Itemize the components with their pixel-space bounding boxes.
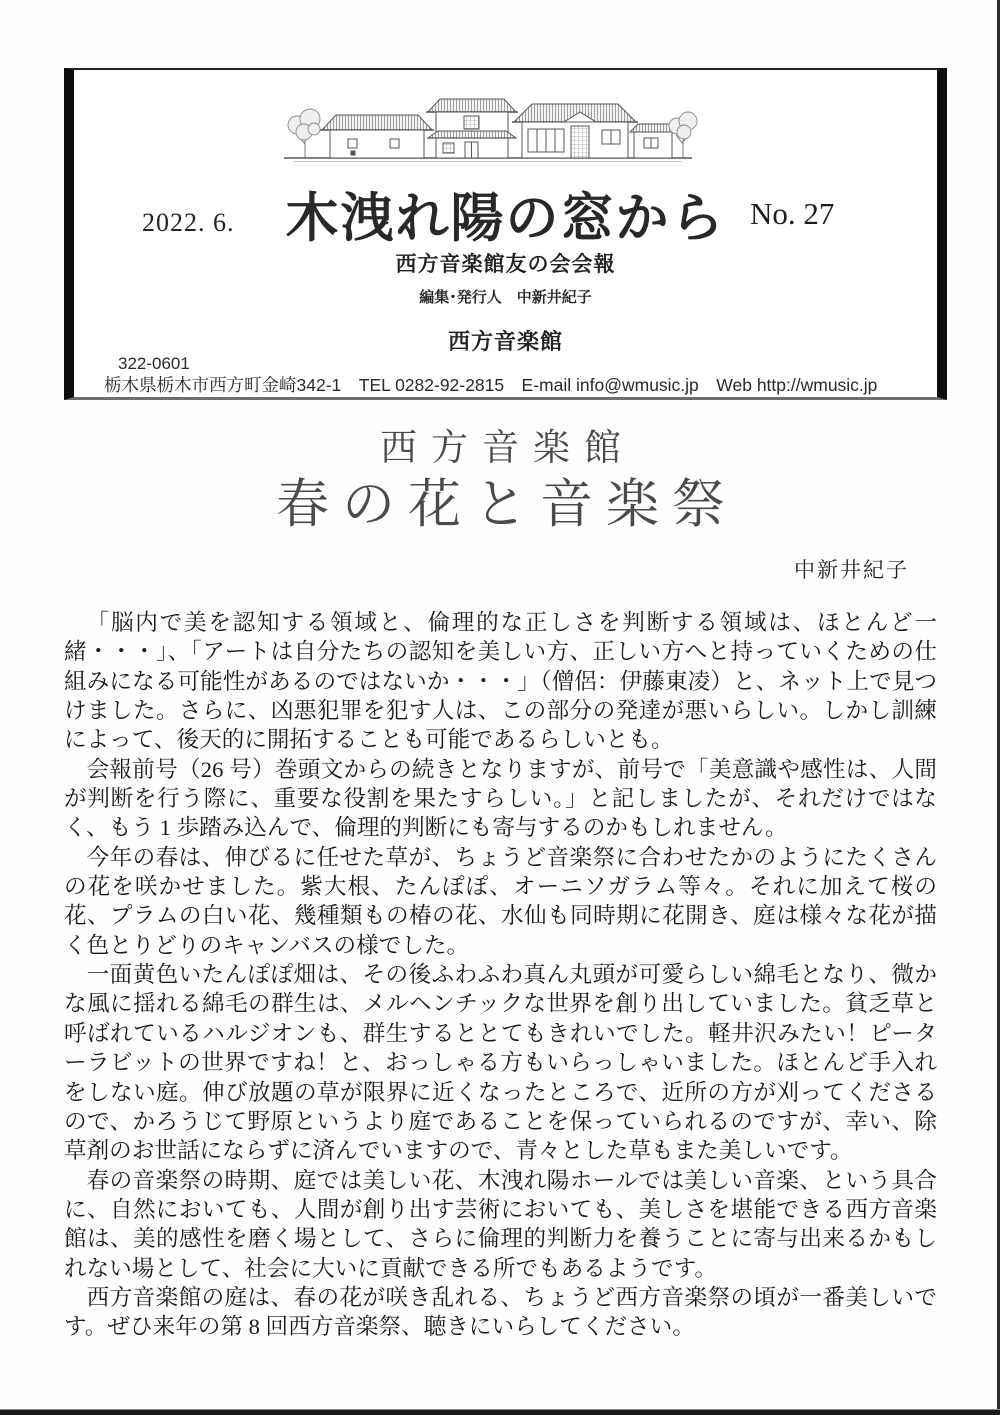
issue-number: No. 27 <box>750 196 835 231</box>
article-paragraph: 一面黄色いたんぽぽ畑は、その後ふわふわ真ん丸頭が可愛らしい綿毛となり、微かな風に揺れる綿毛の群生は、メルヘンチックな世界を創り出していました。貧乏草と呼ばれているハルジオンも、群生するととてもきれいでした。軽井沢みたい！ピーターラビットの世界ですね！と、おっしゃる方もいらっしゃいました。ほとんど手入れをしない庭。伸び放題の草が限界に近くなったところで、近所の方が刈ってくださるので、かろうじて野原というより庭であることを保っていられるのですが、幸い、除草剤のお世話にならずに済んでいますので、青々とした草もまた美しいです。 <box>64 962 937 1164</box>
music-hall-illustration <box>278 92 698 166</box>
postal-code: 322-0601 <box>118 354 190 373</box>
article-paragraph: 今年の春は、伸びるに任せた草が、ちょうど音楽祭に合わせたかのようにたくさんの花を咲かせました。紫大根、たんぽぽ、オーニソガラム等々。それに加えて桜の花、プラムの白い花、幾種類もの椿の花、水仙も同時期に花開き、庭は様々な花が描く色とりどりのキャンバスの様でした。 <box>64 844 937 958</box>
masthead-box <box>64 68 947 400</box>
editor-publisher-line: 編集･発行人 中新井紀子 <box>419 289 592 306</box>
article-author: 中新井紀子 <box>794 558 909 582</box>
article-body <box>64 608 937 1342</box>
article-paragraph: 「脳内で美を認知する領域と、倫理的な正しさを判断する領域は、ほとんど一緒・・・」、「アートは自分たちの認知を美しい方、正しい方へと持っていくための仕組みになる可能性があるのではないか・・・」（僧侶：伊藤東凌）と、ネット上で見つけました。さらに、凶悪犯罪を犯す人は、この部分の発達が悪いらしい。しかし訓練によって、後天的に開拓することも可能であるらしいとも。 <box>64 610 937 753</box>
article-title-line1: 西方音楽館 <box>380 428 635 469</box>
address-contact-line: 栃木県栃木市西方町金崎342-1 TEL 0282-92-2815 E-mail info@wmusic.jp Web http://wmusic.jp <box>104 375 878 395</box>
lead-article <box>64 418 937 1342</box>
newsletter-title: 木洩れ陽の窓から <box>285 190 726 248</box>
article-title-line2: 春の花と音楽祭 <box>276 476 738 534</box>
article-paragraph: 会報前号（26 号）巻頭文からの続きとなりますが、前号で「美意識や感性は、人間が判断を行う際に、重要な役割を果たすらしい。」と記しましたが、それだけではなく、もう 1 歩踏み込んで、倫理的判断にも寄与するのかもしれません。 <box>64 756 937 841</box>
scan-edge-bottom <box>0 1409 1000 1415</box>
article-paragraph: 春の音楽祭の時期、庭では美しい花、木洩れ陽ホールでは美しい音楽、という具合に、自然においても、人間が創り出す芸術においても、美しさを堪能できる西方音楽館は、美的感性を磨く場として、さらに倫理的判断力を養うことに寄与出来るかもしれない場として、社会に大いに貢献できる所でもあるようです。 <box>64 1167 937 1281</box>
issue-date: 2022. 6. <box>142 208 235 237</box>
organization-name: 西方音楽館 <box>447 329 563 354</box>
newsletter-subtitle: 西方音楽館友の会会報 <box>395 253 616 276</box>
article-paragraph: 西方音楽館の庭は、春の花が咲き乱れる、ちょうど西方音楽祭の頃が一番美しいです。ぜひ来年の第 8 回西方音楽祭、聴きにいらしてください。 <box>64 1284 937 1340</box>
